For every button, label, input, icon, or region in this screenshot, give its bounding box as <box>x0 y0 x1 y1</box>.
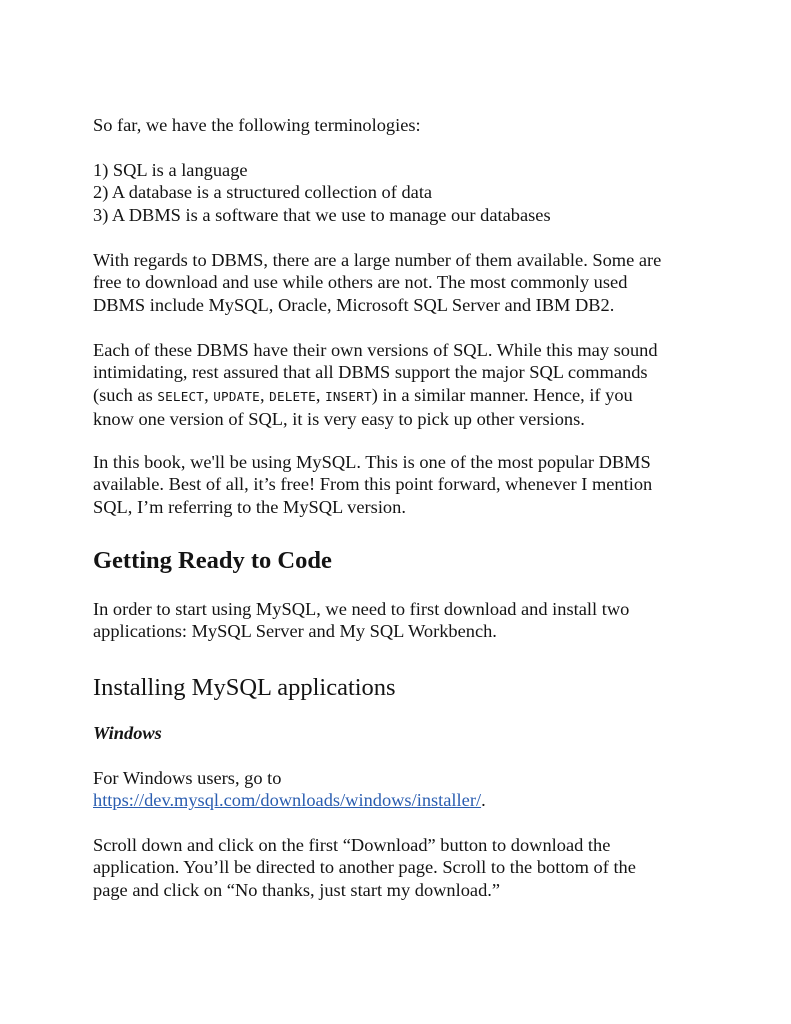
windows-paragraph <box>93 767 713 812</box>
code-select: SELECT <box>157 388 205 404</box>
paragraph-line: Scroll down and click on the first “Download” button to download the <box>93 835 611 855</box>
mysql-paragraph <box>93 451 713 518</box>
separator: , <box>259 384 270 405</box>
paragraph-line: With regards to DBMS, there are a large number of them available. Some are <box>93 250 662 270</box>
terminology-list <box>93 159 713 226</box>
line-suffix: ) in a similar manner. Hence, if you <box>371 384 633 405</box>
paragraph-line: free to download and use while others are not. The most commonly used <box>93 272 628 293</box>
paragraph-line: intimidating, rest assured that all DBMS support the major SQL commands <box>93 362 648 383</box>
intro-text: So far, we have the following terminologies: <box>93 115 421 135</box>
versions-paragraph <box>93 339 713 430</box>
paragraph-line: In order to start using MySQL, we need to first download and install two <box>93 599 630 619</box>
code-update: UPDATE <box>213 388 260 404</box>
paragraph-line: Each of these DBMS have their own versions of SQL. While this may sound <box>93 340 658 360</box>
section-heading: Getting Ready to Code <box>93 547 332 574</box>
paragraph-line: applications: MySQL Server and My SQL Workbench. <box>93 621 497 642</box>
download-paragraph <box>93 834 713 901</box>
windows-heading: Windows <box>93 723 162 743</box>
dbms-paragraph <box>93 249 713 316</box>
paragraph-line: know one version of SQL, it is very easy to pick up other versions. <box>93 408 585 429</box>
mysql-installer-link[interactable]: https://dev.mysql.com/downloads/windows/installer/ <box>93 790 482 811</box>
list-item: 3) A DBMS is a software that we use to manage our databases <box>93 204 551 225</box>
paragraph-line-with-code <box>93 384 713 408</box>
paragraph-line: available. Best of all, it’s free! From this point forward, whenever I mention <box>93 474 653 495</box>
list-item: 1) SQL is a language <box>93 160 248 180</box>
subsection-heading: Installing MySQL applications <box>93 674 396 701</box>
code-insert: INSERT <box>325 388 372 404</box>
separator: , <box>315 384 326 405</box>
link-suffix: . <box>481 790 486 811</box>
separator: , <box>204 384 214 405</box>
paragraph-line: For Windows users, go to <box>93 768 282 788</box>
paragraph-line: application. You’ll be directed to another page. Scroll to the bottom of the <box>93 857 636 878</box>
paragraph-line: In this book, we'll be using MySQL. This is one of the most popular DBMS <box>93 452 651 472</box>
intro-paragraph <box>93 114 713 136</box>
link-line <box>93 789 713 811</box>
paragraph-line: page and click on “No thanks, just start my download.” <box>93 879 501 900</box>
paragraph-line: DBMS include MySQL, Oracle, Microsoft SQL Server and IBM DB2. <box>93 294 615 315</box>
ready-paragraph <box>93 598 713 643</box>
paragraph-line: SQL, I’m referring to the MySQL version. <box>93 496 406 517</box>
list-item: 2) A database is a structured collection of data <box>93 182 433 203</box>
line-prefix: (such as <box>93 384 158 405</box>
code-delete: DELETE <box>269 388 316 404</box>
